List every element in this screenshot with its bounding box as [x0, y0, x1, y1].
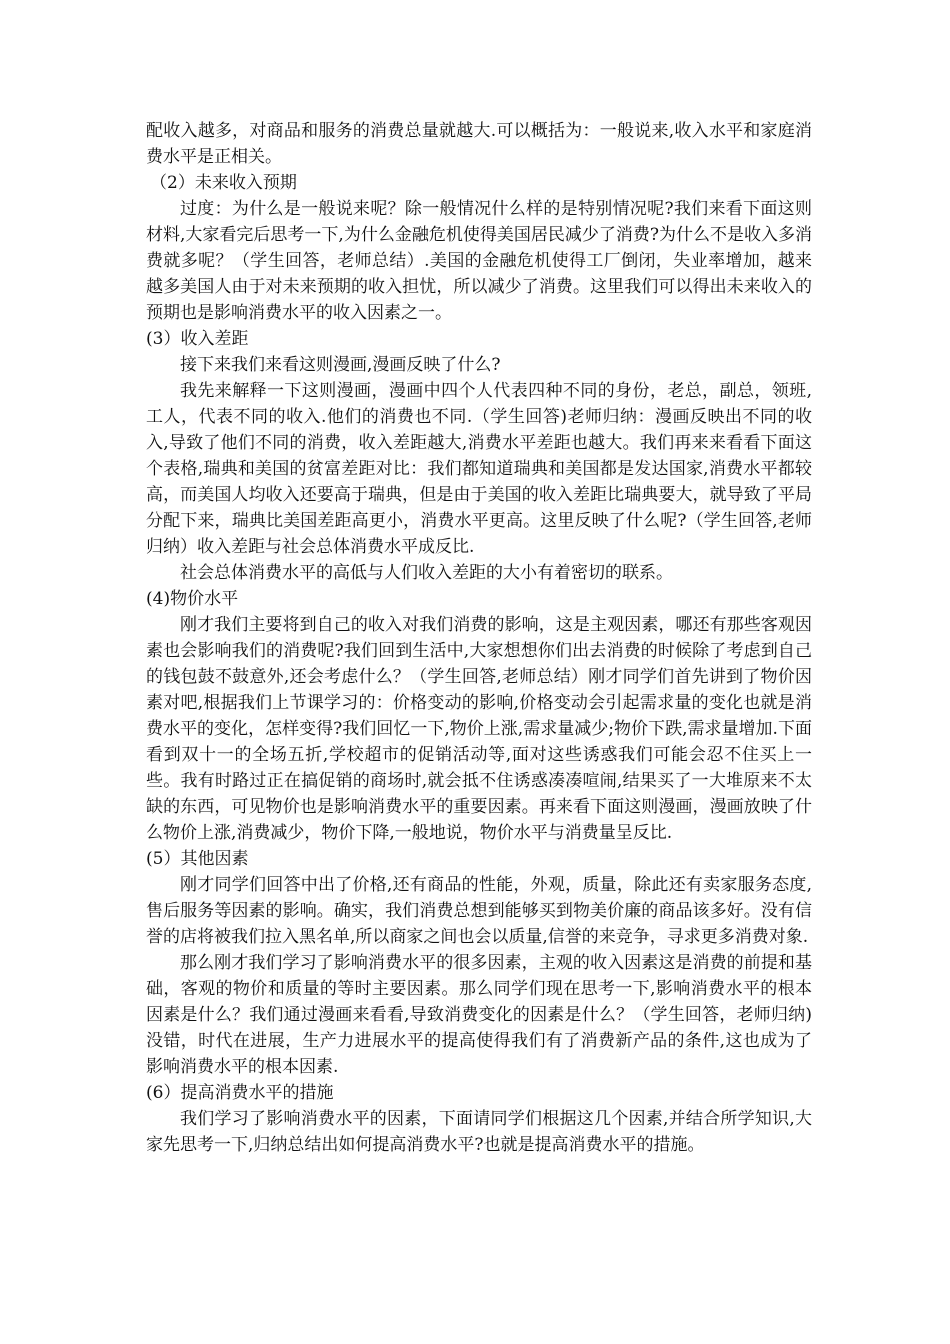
- paragraph: 我先来解释一下这则漫画，漫画中四个人代表四种不同的身份，老总，副总，领班,工人，代表不同的收入.他们的消费也不同.（学生回答)老师归纳：漫画反映出不同的收入,导致了他们不同的消费，收入差距越大,消费水平差距也越大。我们再来来看看下面这个表格,瑞典和美国的贫富差距对比：我们都知道瑞典和美国都是发达国家,消费水平都较高，而美国人均收入还要高于瑞典，但是由于美国的收入差距比瑞典要大，就导致了平局分配下来，瑞典比美国差距高更小，消费水平更高。这里反映了什么呢?（学生回答,老师归纳）收入差距与社会总体消费水平成反比.: [146, 381, 812, 557]
- section-heading-measures: (6）提高消费水平的措施: [146, 1083, 334, 1103]
- paragraph: 我们学习了影响消费水平的因素，下面请同学们根据这几个因素,并结合所学知识,大家先思考一下,归纳总结出如何提高消费水平?也就是提高消费水平的措施。: [146, 1109, 812, 1155]
- section-heading-income-gap: (3）收入差距: [146, 329, 249, 349]
- paragraph: 过度：为什么是一般说来呢？除一般情况什么样的是特别情况呢?我们来看下面这则材料,大家看完后思考一下,为什么金融危机使得美国居民减少了消费?为什么不是收入多消费就多呢？（学生回答，老师总结）.美国的金融危机使得工厂倒闭，失业率增加，越来越多美国人由于对未来预期的收入担忧，所以减少了消费。这里我们可以得出未来收入的预期也是影响消费水平的收入因素之一。: [146, 199, 812, 323]
- section-heading-other-factors: (5）其他因素: [146, 849, 249, 869]
- paragraph: 刚才我们主要将到自己的收入对我们消费的影响，这是主观因素，哪还有那些客观因素也会影响我们的消费呢?我们回到生活中,大家想想你们出去消费的时候除了考虑到自己的钱包鼓不鼓意外,还会考虑什么？（学生回答,老师总结）刚才同学们首先讲到了物价因素对吧,根据我们上节课学习的：价格变动的影响,价格变动会引起需求量的变化也就是消费水平的变化，怎样变得?我们回忆一下,物价上涨,需求量减少;物价下跌,需求量增加.下面看到双十一的全场五折,学校超市的促销活动等,面对这些诱惑我们可能会忍不住买上一些。我有时路过正在搞促销的商场时,就会抵不住诱惑凑凑喧闹,结果买了一大堆原来不太缺的东西，可见物价也是影响消费水平的重要因素。再来看下面这则漫画，漫画放映了什么物价上涨,消费减少，物价下降,一般地说，物价水平与消费量呈反比.: [146, 615, 812, 843]
- intro-paragraph: 配收入越多，对商品和服务的消费总量就越大.可以概括为：一般说来,收入水平和家庭消费水平是正相关。: [146, 121, 812, 167]
- paragraph: 那么刚才我们学习了影响消费水平的很多因素，主观的收入因素这是消费的前提和基础，客观的物价和质量的等时主要因素。那么同学们现在思考一下,影响消费水平的根本因素是什么？我们通过漫画来看看,导致消费变化的因素是什么？（学生回答，老师归纳)没错，时代在进展，生产力进展水平的提高使得我们有了消费新产品的条件,这也成为了影响消费水平的根本因素.: [146, 953, 812, 1077]
- section-heading-future-income: （2）未来收入预期: [150, 173, 297, 193]
- paragraph: 社会总体消费水平的高低与人们收入差距的大小有着密切的联系。: [180, 563, 673, 583]
- paragraph: 接下来我们来看这则漫画,漫画反映了什么?: [180, 355, 501, 375]
- document-page: [146, 118, 812, 1158]
- section-heading-price-level: (4)物价水平: [146, 589, 239, 609]
- paragraph: 刚才同学们回答中出了价格,还有商品的性能，外观，质量，除此还有卖家服务态度,售后服务等因素的影响。确实，我们消费总想到能够买到物美价廉的商品该多好。没有信誉的店将被我们拉入黑名单,所以商家之间也会以质量,信誉的来竞争，寻求更多消费对象.: [146, 875, 812, 947]
